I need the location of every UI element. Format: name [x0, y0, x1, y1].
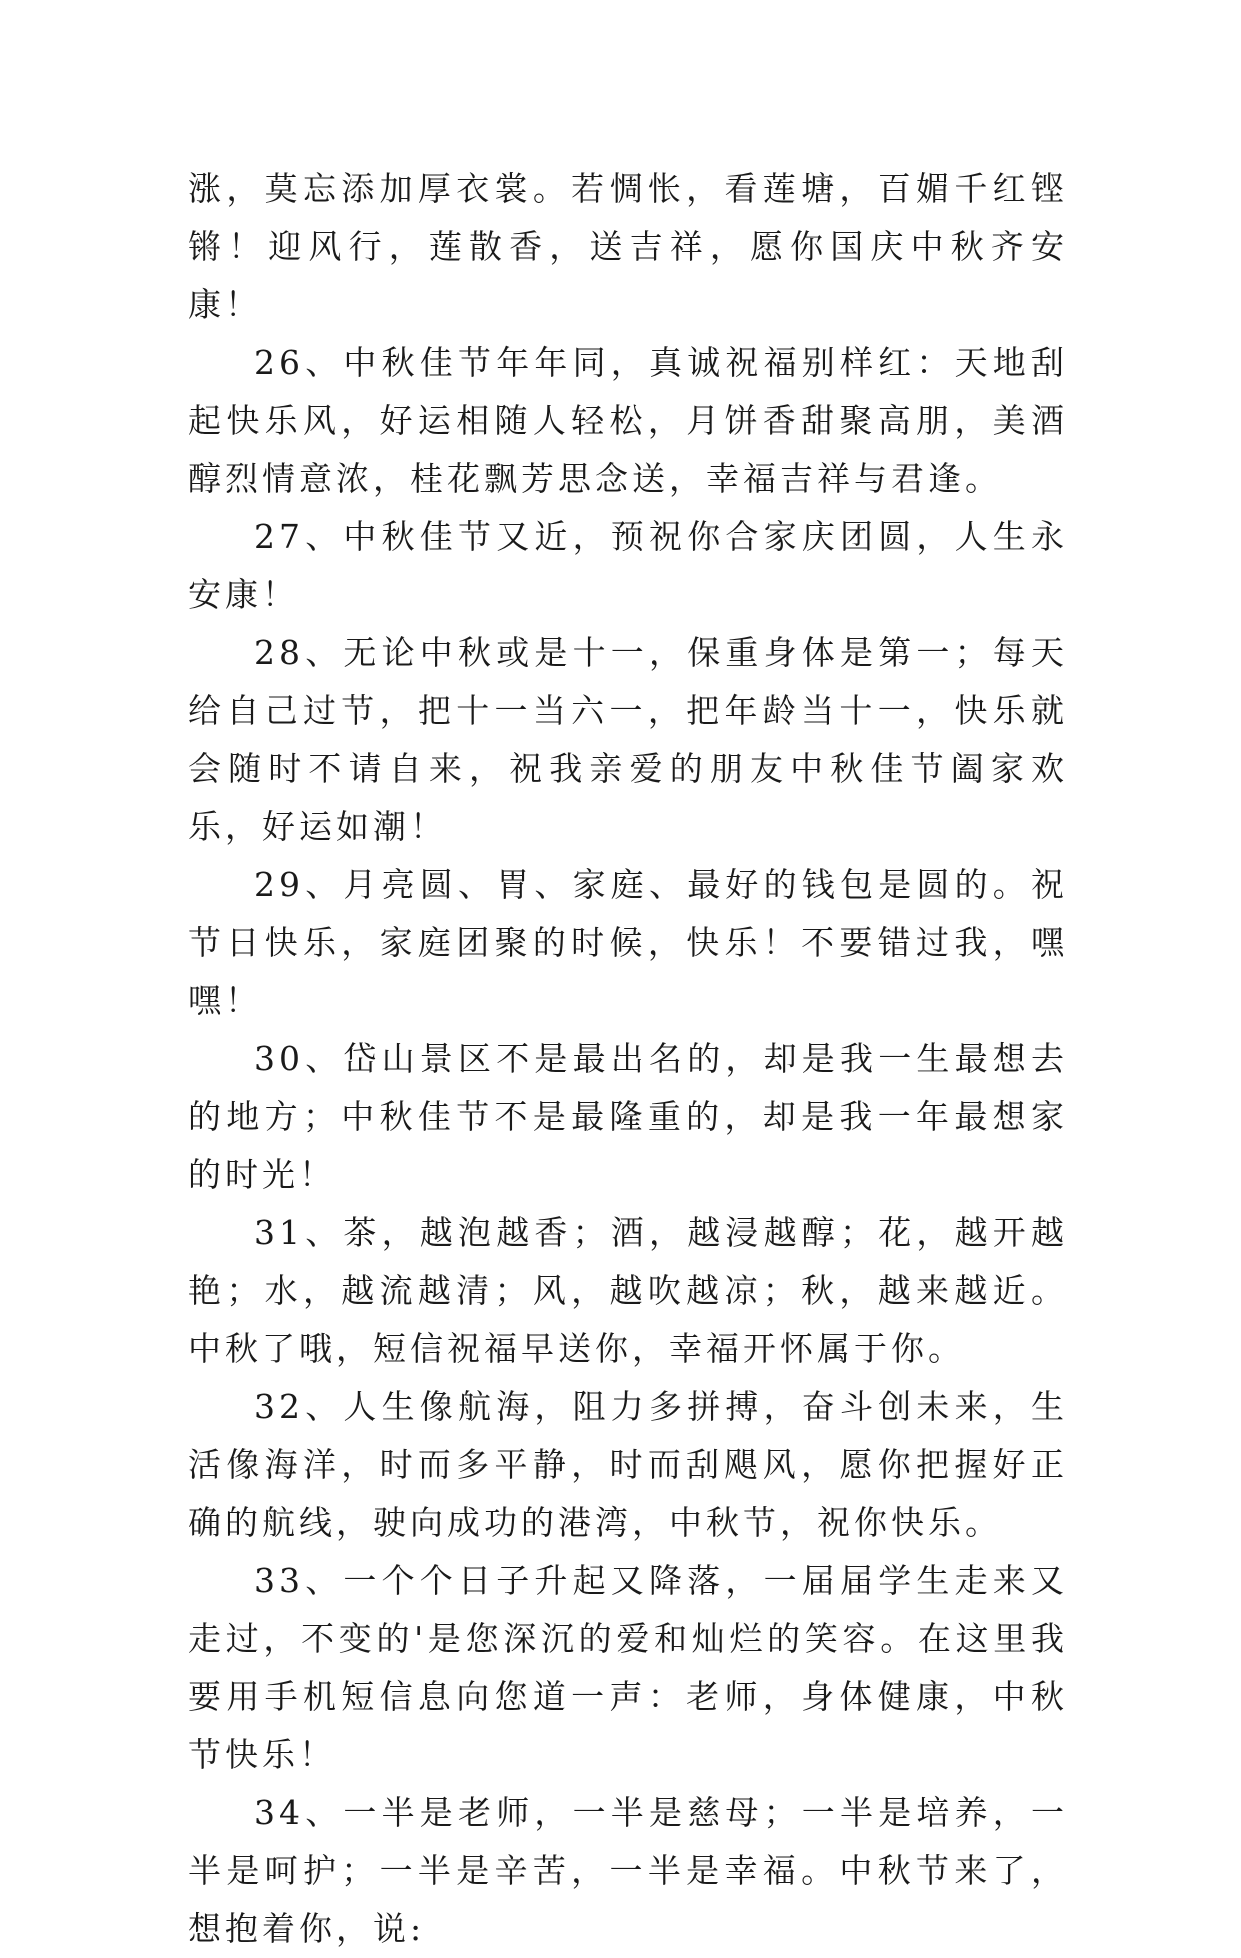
paragraph-26: 26、中秋佳节年年同，真诚祝福别样红：天地刮起快乐风，好运相随人轻松，月饼香甜聚高朋，美酒醇烈情意浓，桂花飘芳思念送，幸福吉祥与君逢。	[188, 343, 1068, 498]
paragraph-25-continuation: 涨，莫忘添加厚衣裳。若惆怅，看莲塘，百媚千红铿锵！迎风行，莲散香，送吉祥，愿你国庆中秋齐安康！	[188, 169, 1068, 324]
paragraph-31: 31、茶，越泡越香；酒，越浸越醇；花，越开越艳；水，越流越清；风，越吹越凉；秋，越来越近。中秋了哦，短信祝福早送你，幸福开怀属于你。	[188, 1213, 1068, 1368]
paragraph-33: 33、一个个日子升起又降落，一届届学生走来又走过，不变的'是您深沉的爱和灿烂的笑容。在这里我要用手机短信息向您道一声：老师，身体健康，中秋节快乐！	[188, 1561, 1068, 1774]
paragraph-28: 28、无论中秋或是十一，保重身体是第一；每天给自己过节，把十一当六一，把年龄当十一，快乐就会随时不请自来，祝我亲爱的朋友中秋佳节阖家欢乐，好运如潮！	[188, 633, 1068, 846]
paragraph-34: 34、一半是老师，一半是慈母；一半是培养，一半是呵护；一半是辛苦，一半是幸福。中秋节来了，想抱着你，说:	[188, 1793, 1068, 1948]
paragraph-29: 29、月亮圆、胃、家庭、最好的钱包是圆的。祝节日快乐，家庭团聚的时候，快乐！不要错过我，嘿嘿！	[188, 865, 1068, 1020]
paragraph-27: 27、中秋佳节又近，预祝你合家庆团圆，人生永安康！	[188, 517, 1068, 614]
document-body	[188, 160, 1068, 1958]
paragraph-30: 30、岱山景区不是最出名的，却是我一生最想去的地方；中秋佳节不是最隆重的，却是我一年最想家的时光！	[188, 1039, 1068, 1194]
paragraph-32: 32、人生像航海，阻力多拼搏，奋斗创未来，生活像海洋，时而多平静，时而刮飓风，愿你把握好正确的航线，驶向成功的港湾，中秋节，祝你快乐。	[188, 1387, 1068, 1542]
